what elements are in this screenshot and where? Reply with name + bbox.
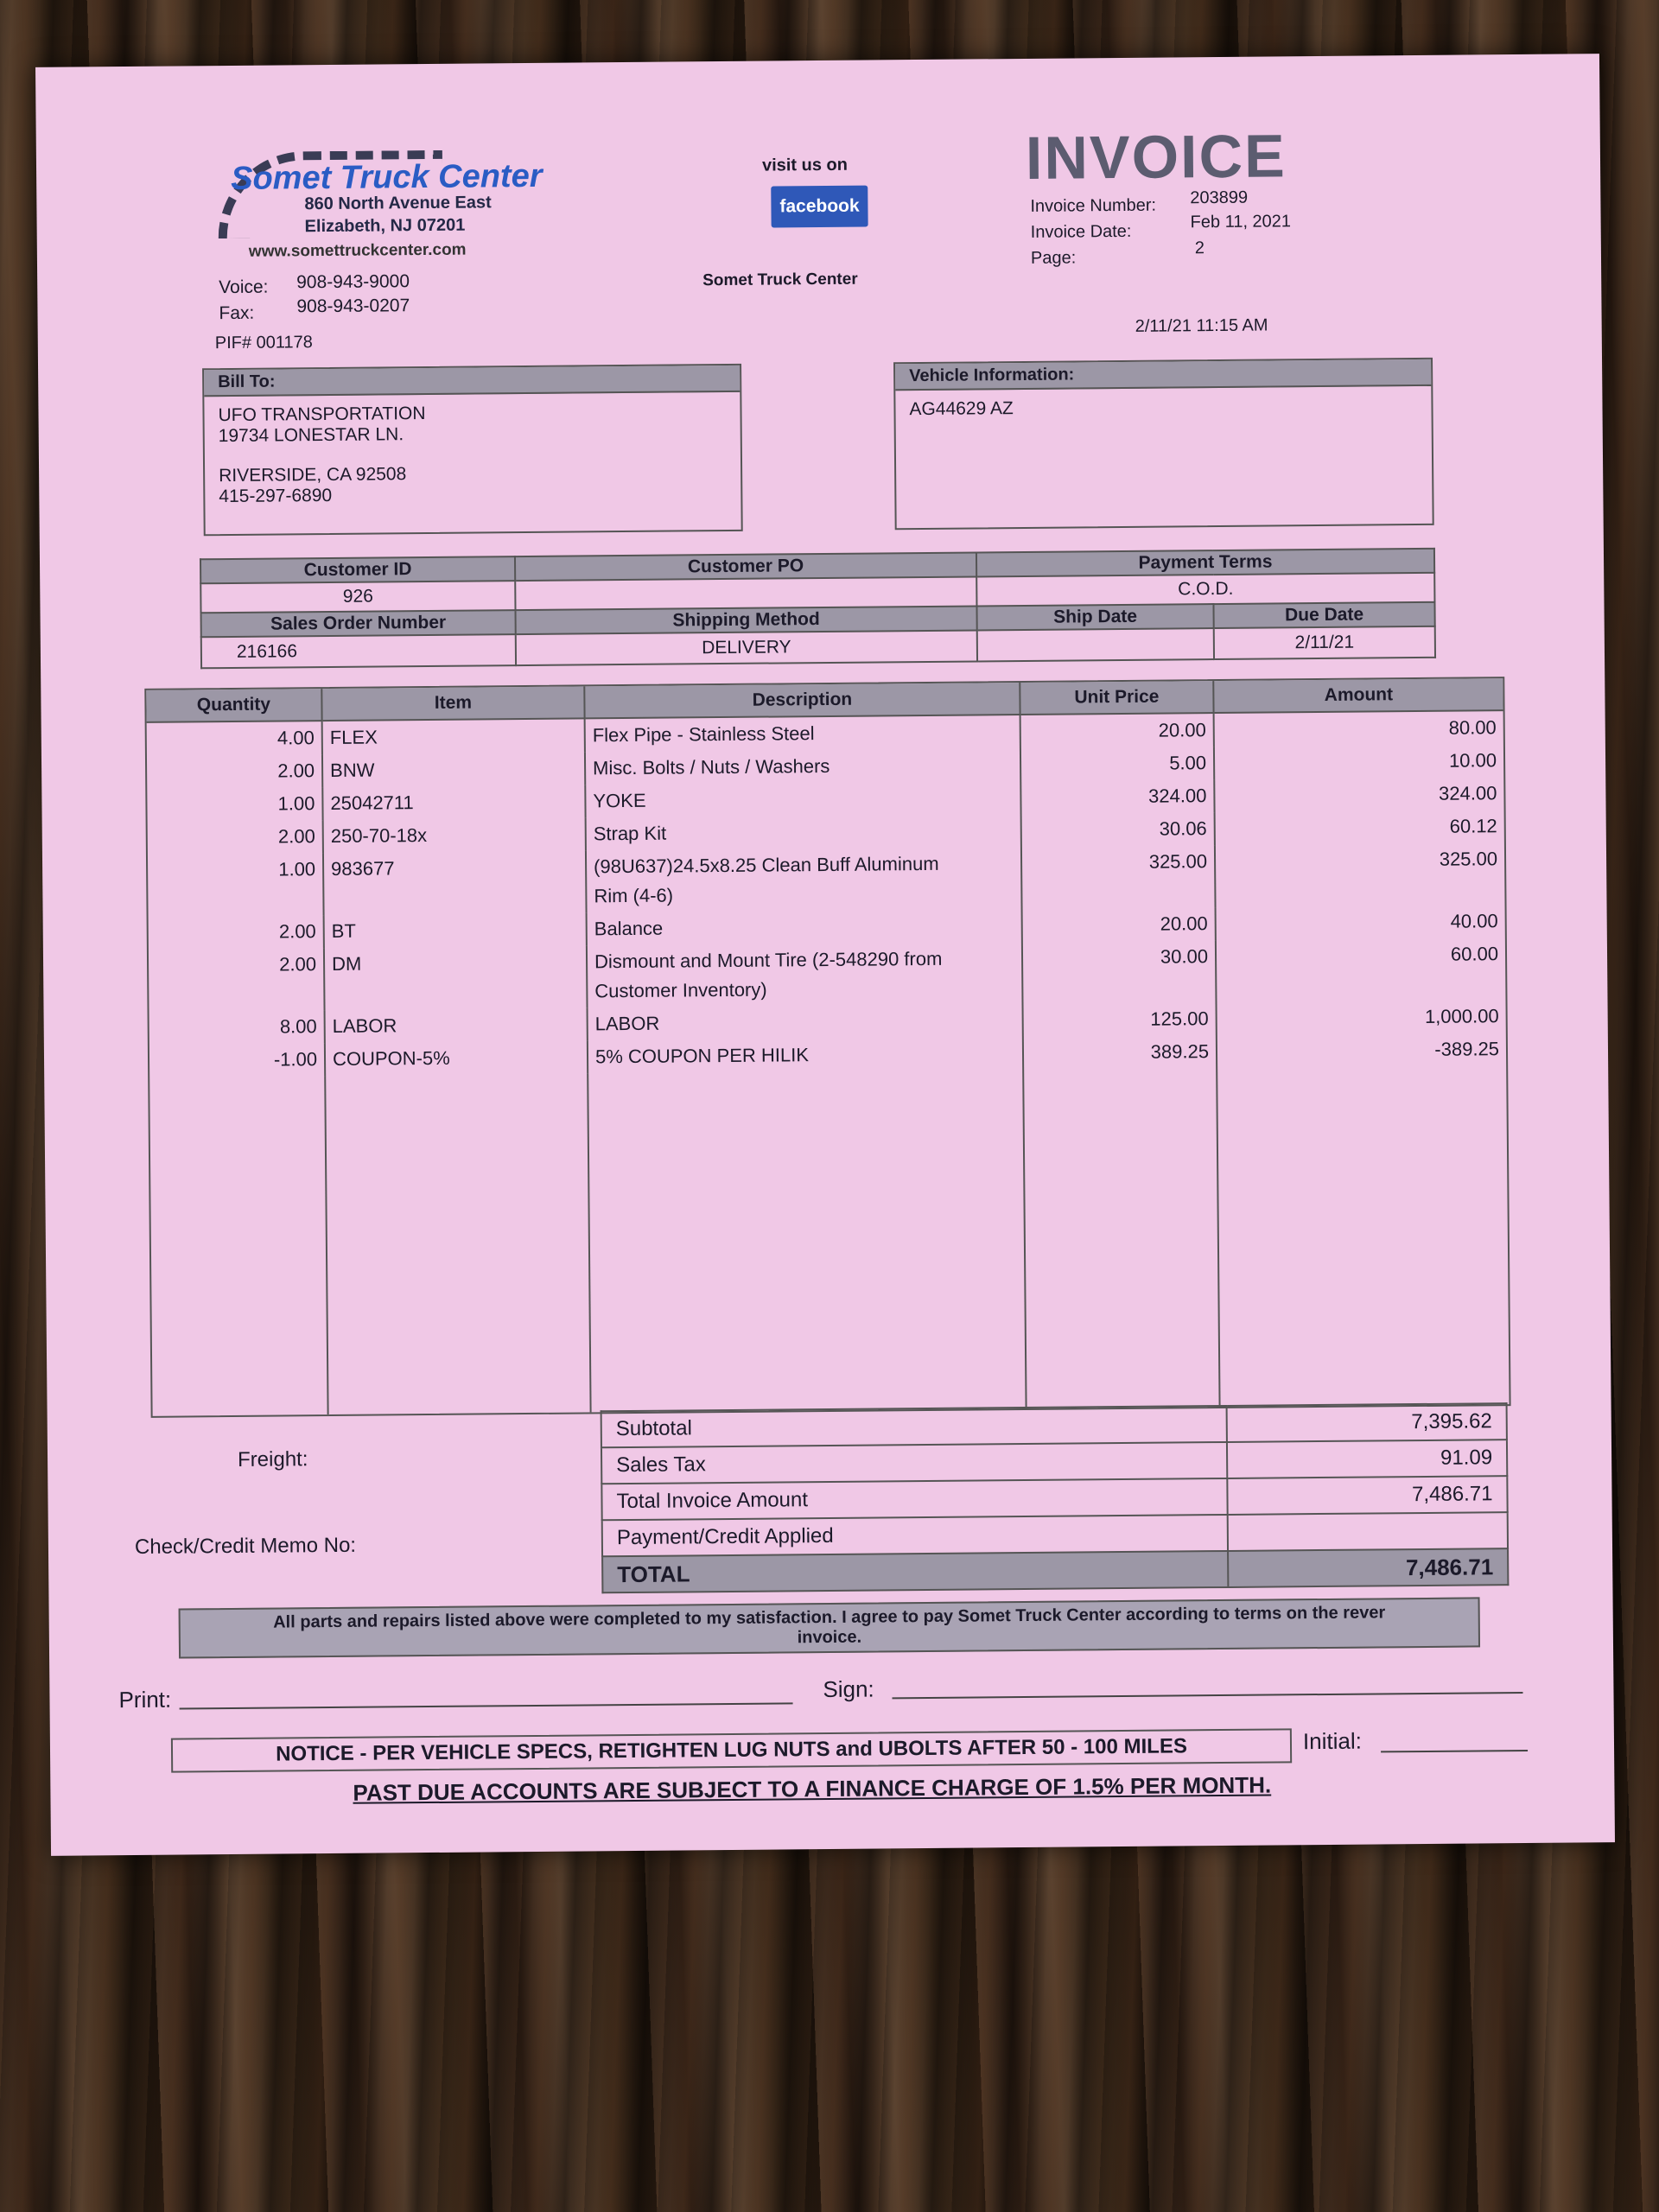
items-table [146, 678, 1509, 1416]
notice-box: NOTICE - PER VEHICLE SPECS, RETIGHTEN LUG NUTS and UBOLTS AFTER 50 - 100 MILES [171, 1728, 1292, 1772]
line-item-amount: 1,000.00 [1424, 1005, 1499, 1027]
sales-tax-label: Sales Tax [601, 1442, 1227, 1484]
sales-order-value: 216166 [201, 634, 516, 668]
line-item-amount: 325.00 [1439, 848, 1498, 870]
unit-price-header: Unit Price [1020, 681, 1213, 715]
line-item-description-cell [588, 1037, 1023, 1073]
items-table-frame [144, 677, 1510, 1418]
empty-cell [1023, 1068, 1219, 1408]
consent-text: All parts and repairs listed above were completed to my satisfaction. I agree to pay Somet Truck Center according to terms on the rever [273, 1603, 1386, 1632]
invoice-page-label: Page: [1030, 248, 1077, 268]
check-memo-label: Check/Credit Memo No: [134, 1533, 357, 1559]
line-item-code: DM [324, 945, 588, 1010]
consent-text-cont: invoice. [797, 1627, 862, 1648]
vehicle-info-value: AG44629 AZ [909, 398, 1014, 420]
initial-label: Initial: [1302, 1727, 1363, 1755]
invoice-number: 203899 [1190, 188, 1249, 208]
fax-number: 908-943-0207 [296, 296, 410, 317]
company-address-line2: Elizabeth, NJ 07201 [304, 215, 466, 237]
company-name: Somet Truck Center [230, 157, 543, 197]
line-item-description-cont: Rim (4-6) [594, 884, 674, 907]
line-item-quantity: 1.00 [148, 853, 324, 917]
facebook-brand: facebook [779, 195, 860, 217]
bill-to-city: RIVERSIDE, CA 92508 [219, 464, 407, 486]
freight-label: Freight: [237, 1447, 308, 1471]
line-item-description-cell [587, 909, 1022, 945]
line-item-description: LABOR [594, 1012, 660, 1035]
shipping-method-value: DELIVERY [516, 630, 977, 665]
due-date-header: Due Date [1213, 602, 1434, 628]
payment-terms-value: C.O.D. [976, 573, 1434, 607]
line-item-code: COUPON-5% [325, 1040, 588, 1076]
sales-order-header: Sales Order Number [201, 610, 516, 637]
line-item-amount: 80.00 [1448, 716, 1497, 739]
line-item-row [148, 842, 1505, 917]
total-invoice-value: 7,486.71 [1227, 1476, 1507, 1515]
total-invoice-label: Total Invoice Amount [601, 1478, 1227, 1520]
bill-to-name: UFO TRANSPORTATION [218, 404, 426, 426]
facebook-visit-label: visit us on [761, 155, 849, 175]
sign-label: Sign: [823, 1675, 874, 1703]
item-header: Item [321, 686, 584, 721]
vehicle-info-box [893, 358, 1434, 530]
line-item-amount: 10.00 [1448, 749, 1497, 772]
line-item-quantity: 8.00 [149, 1010, 325, 1045]
payment-applied-value [1228, 1512, 1508, 1551]
invoice-timestamp: 2/11/21 11:15 AM [1135, 315, 1268, 336]
line-item-description: Balance [594, 917, 664, 940]
invoice-page: 2 [1194, 238, 1205, 258]
line-item-amount: -389.25 [1434, 1038, 1500, 1060]
invoice-number-label: Invoice Number: [1030, 195, 1157, 216]
totals-table [601, 1402, 1510, 1593]
subtotal-value: 7,395.62 [1227, 1403, 1507, 1442]
line-item-code: 25042711 [322, 785, 585, 820]
ship-date-value [977, 628, 1214, 661]
print-label: Print: [118, 1686, 172, 1713]
bill-to-street: 19734 LONESTAR LN. [218, 424, 404, 447]
line-item-code: LABOR [325, 1007, 588, 1043]
finance-charge-notice: PAST DUE ACCOUNTS ARE SUBJECT TO A FINANCE CHARGE OF 1.5% PER MONTH. [353, 1771, 1272, 1806]
line-item-code: 250-70-18x [323, 817, 586, 853]
payment-terms-header: Payment Terms [976, 549, 1434, 577]
line-item-quantity: 2.00 [149, 948, 325, 1012]
line-item-description-cont: Customer Inventory) [594, 978, 767, 1002]
empty-cell [149, 1076, 327, 1416]
line-item-unit-price: 20.00 [1022, 907, 1216, 942]
line-item-quantity: 2.00 [148, 820, 323, 855]
customer-id-value: 926 [200, 581, 515, 613]
ship-date-header: Ship Date [976, 604, 1213, 630]
line-item-code: BNW [322, 752, 585, 787]
invoice-date-label: Invoice Date: [1030, 221, 1132, 242]
bill-to-phone: 415-297-6890 [219, 485, 333, 507]
empty-cell [325, 1073, 590, 1414]
line-item-quantity: 2.00 [147, 754, 322, 789]
line-item-description: Flex Pipe - Stainless Steel [592, 722, 815, 747]
invoice-date: Feb 11, 2021 [1190, 212, 1292, 232]
voice-number: 908-943-9000 [296, 271, 410, 293]
shipping-method-header: Shipping Method [516, 606, 977, 634]
line-item-unit-price: 125.00 [1023, 1002, 1217, 1037]
initial-line[interactable] [1381, 1750, 1528, 1752]
payment-applied-label: Payment/Credit Applied [602, 1515, 1228, 1556]
company-address-line1: 860 North Avenue East [304, 193, 492, 214]
pif-number: PIF# 001178 [214, 333, 313, 353]
line-item-description: Strap Kit [593, 822, 667, 845]
sales-tax-value: 91.09 [1227, 1440, 1507, 1478]
customer-po-value [515, 576, 976, 610]
vehicle-info-label: Vehicle Information: [895, 359, 1431, 391]
empty-cell [588, 1070, 1026, 1412]
description-header: Description [584, 683, 1020, 718]
voice-label: Voice: [219, 276, 269, 298]
line-item-description-cell [585, 781, 1020, 817]
fax-label: Fax: [219, 302, 255, 324]
line-item-description: 5% COUPON PER HILIK [594, 1044, 810, 1068]
line-item-quantity: -1.00 [149, 1043, 325, 1077]
total-label: TOTAL [602, 1551, 1228, 1592]
line-item-description: Misc. Bolts / Nuts / Washers [592, 754, 830, 779]
company-website: www.somettruckcenter.com [248, 240, 467, 261]
line-item-row [149, 938, 1506, 1012]
line-item-unit-price: 30.00 [1022, 940, 1217, 1004]
line-item-description-cell [585, 748, 1020, 785]
bill-to-label: Bill To: [204, 365, 740, 397]
line-item-unit-price: 389.25 [1023, 1035, 1217, 1070]
line-item-unit-price: 325.00 [1021, 845, 1216, 909]
subtotal-label: Subtotal [601, 1406, 1227, 1447]
line-item-amount: 324.00 [1438, 782, 1497, 804]
line-item-quantity: 2.00 [149, 915, 324, 950]
quantity-header: Quantity [146, 689, 321, 722]
invoice-paper [35, 54, 1615, 1856]
items-filler-row [149, 1065, 1509, 1416]
total-value: 7,486.71 [1228, 1548, 1508, 1587]
consent-statement [179, 1597, 1480, 1658]
line-item-description: (98U637)24.5x8.25 Clean Buff Aluminum [593, 852, 939, 878]
line-item-description-cell [588, 1004, 1023, 1040]
line-item-unit-price: 30.06 [1021, 812, 1215, 847]
line-item-description-cell [585, 715, 1020, 752]
line-item-code: FLEX [322, 718, 585, 754]
line-item-unit-price: 324.00 [1020, 779, 1214, 814]
due-date-value: 2/11/21 [1214, 626, 1435, 659]
line-item-amount: 60.12 [1449, 815, 1497, 837]
line-item-description-cell [586, 814, 1021, 850]
line-item-quantity: 1.00 [147, 787, 322, 822]
line-item-quantity: 4.00 [147, 721, 322, 756]
line-item-unit-price: 5.00 [1020, 747, 1214, 781]
empty-cell [1217, 1065, 1509, 1407]
line-item-unit-price: 20.00 [1020, 713, 1214, 748]
customer-po-header: Customer PO [515, 552, 976, 581]
customer-id-header: Customer ID [200, 556, 515, 583]
facebook-truck-icon[interactable] [771, 186, 868, 228]
line-item-code: 983677 [323, 850, 587, 915]
line-item-description: Dismount and Mount Tire (2-548290 from [594, 947, 943, 973]
order-info-table [200, 548, 1436, 669]
line-item-description-cell [587, 942, 1023, 1007]
line-item-code: BT [324, 912, 587, 948]
amount-header: Amount [1213, 678, 1503, 713]
line-item-amount: 60.00 [1450, 943, 1499, 965]
bill-to-box [202, 364, 743, 536]
print-line[interactable] [180, 1702, 793, 1709]
sign-line[interactable] [893, 1692, 1523, 1699]
line-item-description: YOKE [593, 789, 646, 812]
invoice-title: INVOICE [1025, 122, 1287, 192]
line-item-description-cell [586, 847, 1022, 912]
line-item-amount: 40.00 [1450, 910, 1498, 932]
facebook-caption: Somet Truck Center [702, 270, 858, 290]
